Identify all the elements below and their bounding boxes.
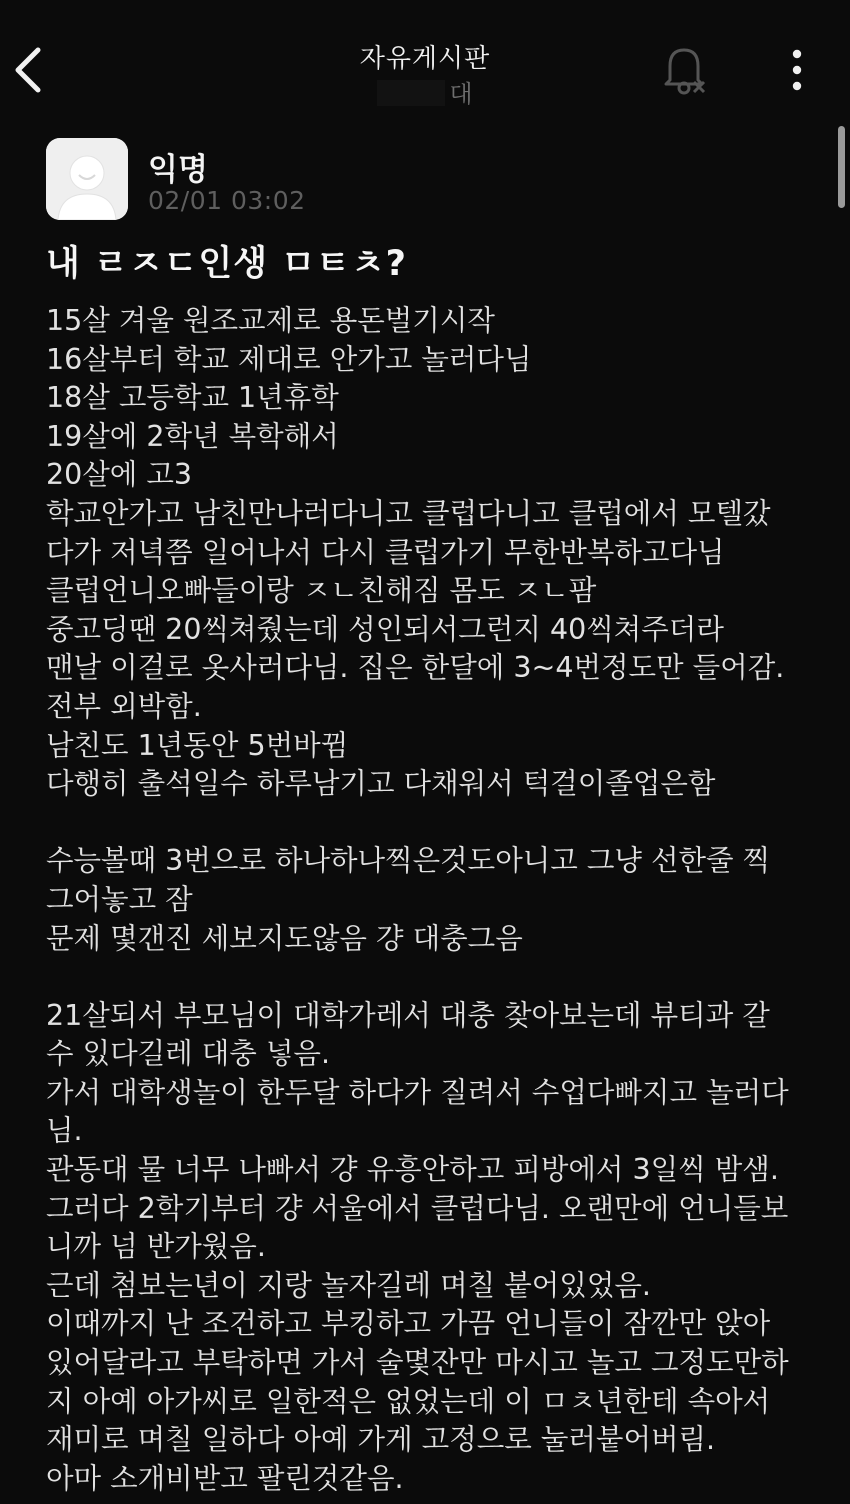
post-body-line: 그어놓고 잠 [46,882,193,916]
post-body-line: 19살에 2학년 복학해서 [46,419,339,453]
post-timestamp: 02/01 03:02 [148,186,306,215]
post-body-line: 재미로 며칠 일하다 아예 가게 고정으로 눌러붙어버림. [46,1423,716,1457]
post-body-line: 아마 소개비받고 팔린것같음. [46,1461,404,1495]
post-body-line: 전부 외박함. [46,689,202,723]
post-body-line: 가서 대학생놀이 한두달 하다가 질려서 수업다빠지고 놀러다 [46,1075,789,1109]
post-body-line: 있어달라고 부탁하면 가서 술몇잔만 마시고 놀고 그정도만하 [46,1346,789,1380]
post-body-line: 근데 첨보는년이 지랑 놀자길레 며칠 붙어있었음. [46,1268,651,1302]
notification-toggle-button[interactable] [658,42,710,98]
post-body-line: 관동대 물 너무 나빠서 걍 유흥안하고 피방에서 3일씩 밤샘. [46,1153,779,1187]
bell-off-icon [658,42,710,98]
post-body-line: 남친도 1년동안 5번바뀜 [46,728,349,762]
post-body-line [46,804,806,843]
default-avatar-icon [46,138,128,220]
post-body [46,302,806,1498]
post-body-line: 이때까지 난 조건하고 부킹하고 가끔 언니들이 잠깐만 앉아 [46,1307,771,1341]
redacted-block [377,80,445,106]
more-options-button[interactable] [780,46,814,94]
post-body-line: 중고딩땐 20씩쳐줬는데 성인되서그런지 40씩쳐주더라 [46,612,724,646]
board-subtitle-text: 대 [449,80,473,108]
post-body-line: 그러다 2학기부터 걍 서울에서 클럽다님. 오랜만에 언니들보 [46,1191,789,1225]
post-body-line: 20살에 고3 [46,458,193,492]
post-body-line [46,958,806,997]
author-name: 익명 [148,152,208,188]
scrollbar-thumb[interactable] [838,126,845,208]
board-title: 자유게시판 [359,44,491,74]
post-body-line: 님. [46,1114,83,1148]
post-title: 내 ㄹㅈㄷ인생 ㅁㅌㅊ? [46,244,407,284]
post-body-line: 21살되서 부모님이 대학가레서 대충 찾아보는데 뷰티과 갈 [46,998,770,1032]
post-body-line: 지 아예 아가씨로 일한적은 없었는데 이 ㅁㅊ년한테 속아서 [46,1384,771,1418]
more-vertical-icon [780,46,814,94]
post-body-line: 다행히 출석일수 하루남기고 다채워서 턱걸이졸업은함 [46,767,716,801]
post-body-line: 니까 넘 반가웠음. [46,1230,266,1264]
post-body-line: 수능볼때 3번으로 하나하나찍은것도아니고 그냥 선한줄 찍 [46,844,771,878]
post-body-line: 다가 저녁쯤 일어나서 다시 클럽가기 무한반복하고다님 [46,535,725,569]
post-body-line: 문제 몇갠진 세보지도않음 걍 대충그음 [46,921,523,955]
top-bar [0,0,850,120]
post-body-line: 맨날 이걸로 옷사러다님. 집은 한달에 3~4번정도만 들어감. [46,651,785,685]
post-body-line: 학교안가고 남친만나러다니고 클럽다니고 클럽에서 모텔갔 [46,496,771,530]
post-body-line: 18살 고등학교 1년휴학 [46,381,339,415]
board-subtitle [0,74,850,109]
post-body-line: 수 있다길레 대충 넣음. [46,1037,331,1071]
post-body-line: 15살 겨울 원조교제로 용돈벌기시작 [46,304,495,337]
post-author-row [46,138,806,224]
post-body-line: 클럽언니오빠들이랑 ㅈㄴ친해짐 몸도 ㅈㄴ팜 [46,574,597,608]
post-body-line: 16살부터 학교 제대로 안가고 놀러다님 [46,342,532,376]
